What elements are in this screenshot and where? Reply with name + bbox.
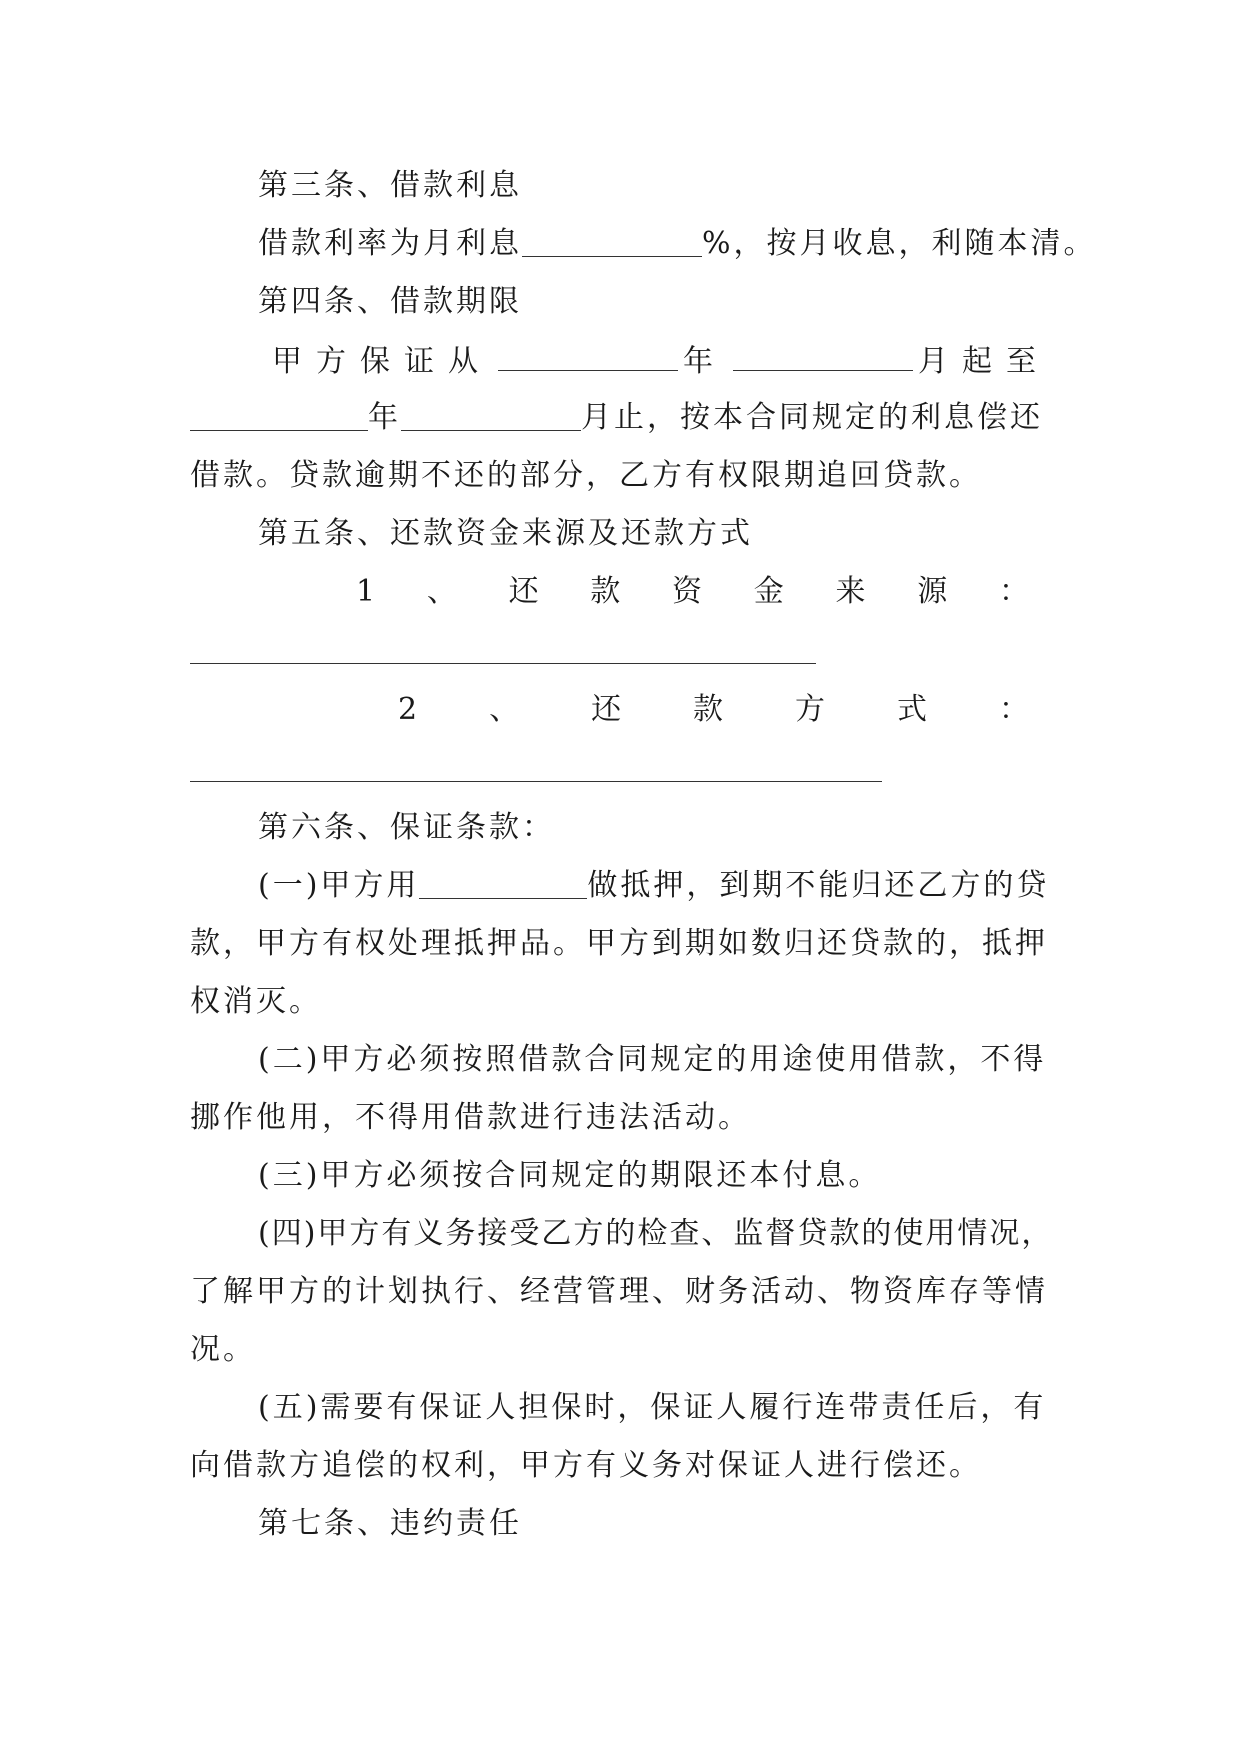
clause4-line1: (四)甲方有义务接受乙方的检查、监督贷款的使用情况， bbox=[258, 1216, 1054, 1251]
article6-heading: 第六条、保证条款： bbox=[258, 810, 555, 845]
item-char: 方 bbox=[795, 692, 829, 727]
clause2-line1: (二)甲方必须按照借款合同规定的用途使用借款，不得 bbox=[258, 1042, 1047, 1077]
clause5-line2: 向借款方追偿的权利，甲方有义务对保证人进行偿还。 bbox=[190, 1448, 982, 1483]
article7-heading: 第七条、违约责任 bbox=[258, 1506, 522, 1541]
rate-prefix: 借款利率为月利息 bbox=[258, 226, 522, 261]
item-char: 资 bbox=[672, 574, 706, 609]
article4-line3: 借款。贷款逾期不还的部分，乙方有权限期追回贷款。 bbox=[190, 458, 982, 493]
item-number: 1 bbox=[356, 574, 379, 609]
item-colon: ： bbox=[998, 574, 1032, 609]
item-char: 款 bbox=[590, 574, 624, 609]
item-colon: ： bbox=[999, 692, 1032, 727]
clause1-prefix: (一)甲方用 bbox=[258, 868, 420, 903]
item-char: 源 bbox=[917, 574, 951, 609]
year-label: 年 bbox=[683, 344, 727, 379]
clause1-suffix: 做抵押，到期不能归还乙方的贷 bbox=[587, 868, 1050, 903]
clause1-line3: 权消灭。 bbox=[190, 984, 322, 1019]
repayment-method-label bbox=[398, 690, 1032, 730]
article3-rate-line bbox=[258, 224, 1097, 264]
repayment-source-label bbox=[356, 572, 1032, 612]
article4-line1 bbox=[272, 340, 1050, 382]
rate-blank bbox=[522, 226, 702, 257]
item-char: 还 bbox=[591, 692, 625, 727]
clause4-line3: 况。 bbox=[190, 1332, 256, 1367]
start-year-blank bbox=[498, 340, 678, 371]
end-month-label: 月止，按本合同规定的利息偿还 bbox=[581, 400, 1043, 435]
clause5-line1: (五)需要有保证人担保时，保证人履行连带责任后，有 bbox=[258, 1390, 1047, 1425]
end-month-blank bbox=[401, 400, 581, 431]
item-char: 还 bbox=[508, 574, 542, 609]
article4-line2 bbox=[190, 398, 1050, 438]
item-char: 金 bbox=[753, 574, 787, 609]
clause1-line2: 款，甲方有权处理抵押品。甲方到期如数归还贷款的，抵押 bbox=[190, 926, 1048, 961]
end-year-blank bbox=[190, 400, 368, 431]
item-sep: 、 bbox=[489, 692, 523, 727]
item-char: 款 bbox=[693, 692, 727, 727]
clause3-line1: (三)甲方必须按合同规定的期限还本付息。 bbox=[258, 1158, 882, 1193]
clause4-line2: 了解甲方的计划执行、经营管理、财务活动、物资库存等情 bbox=[190, 1274, 1048, 1309]
article4-heading: 第四条、借款期限 bbox=[258, 284, 522, 319]
collateral-blank bbox=[419, 868, 587, 899]
item-number: 2 bbox=[398, 692, 421, 727]
rate-suffix: %，按月收息，利随本清。 bbox=[702, 226, 1097, 261]
month-to-label: 月起至 bbox=[918, 344, 1050, 379]
repayment-method-blank bbox=[190, 781, 882, 782]
end-year-label: 年 bbox=[368, 400, 401, 435]
clause2-line2: 挪作他用，不得用借款进行违法活动。 bbox=[190, 1100, 751, 1135]
start-month-blank bbox=[733, 340, 913, 371]
article3-heading: 第三条、借款利息 bbox=[258, 168, 522, 203]
item-sep: 、 bbox=[426, 574, 460, 609]
item-char: 式 bbox=[897, 692, 931, 727]
clause1-line1 bbox=[258, 866, 1050, 906]
article5-heading: 第五条、还款资金来源及还款方式 bbox=[258, 516, 753, 551]
repayment-source-blank bbox=[190, 663, 816, 664]
item-char: 来 bbox=[835, 574, 869, 609]
period-from-label: 甲方保证从 bbox=[272, 344, 492, 379]
